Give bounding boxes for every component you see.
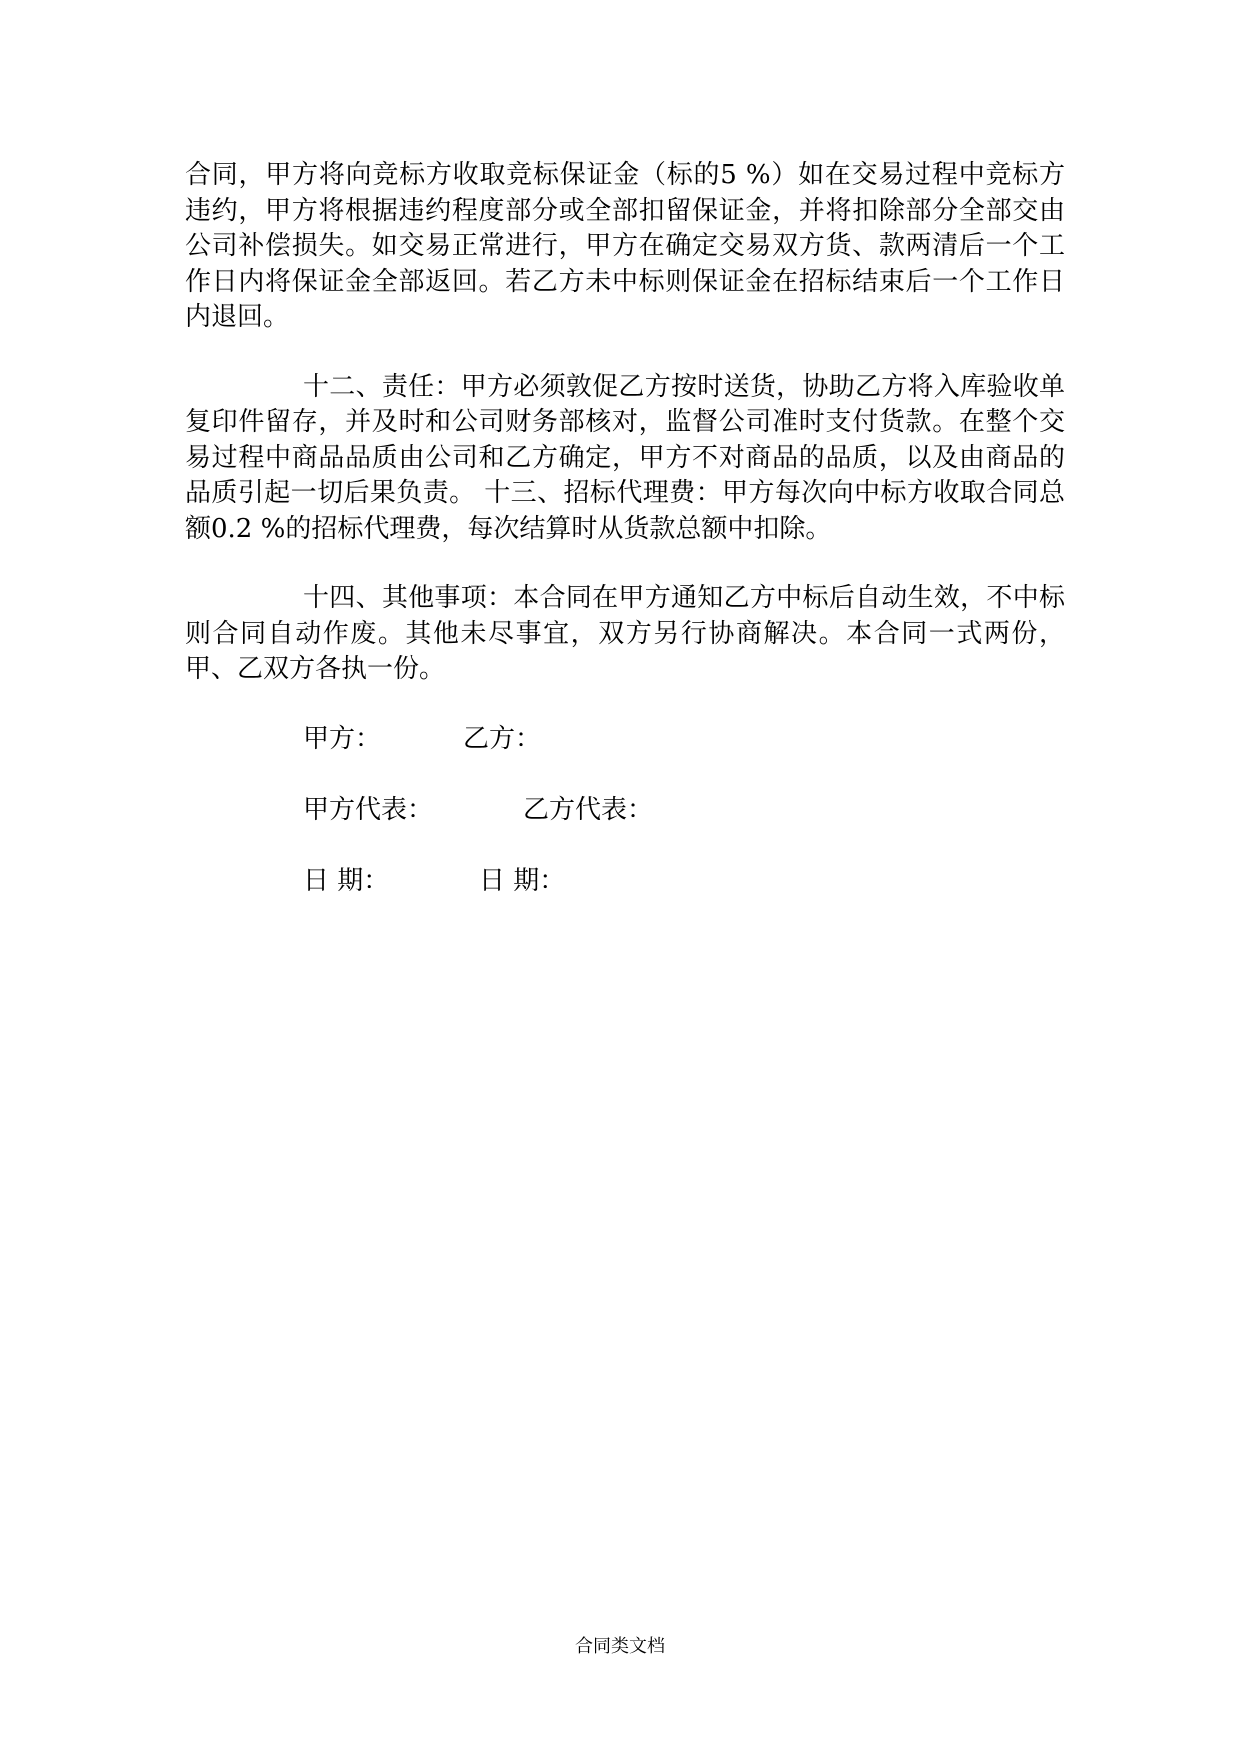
signature-row-representative <box>303 793 1065 828</box>
document-body <box>185 158 1065 935</box>
paragraph-clause-14: 十四、其他事项：本合同在甲方通知乙方中标后自动生效，不中标则合同自动作废。其他未尽事宜，双方另行协商解决。本合同一式两份，甲、乙双方各执一份。 <box>185 583 1065 684</box>
page-footer: 合同类文档 <box>575 1636 665 1657</box>
rep-b-label: 乙方代表： <box>523 794 654 825</box>
date-a-label: 日 期： <box>303 865 390 896</box>
paragraph-continued: 合同，甲方将向竞标方收取竞标保证金（标的5 %）如在交易过程中竞标方违约，甲方将根据违约程度部分或全部扣留保证金，并将扣除部分全部交由公司补偿损失。如交易正常进行，甲方在确定交易双方货、款两清后一个工作日内将保证金全部返回。若乙方未中标则保证金在招标结束后一个工作日内退回。 <box>185 160 1065 332</box>
paragraph-clause-12-13: 十二、责任：甲方必须敦促乙方按时送货，协助乙方将入库验收单复印件留存，并及时和公司财务部核对，监督公司准时支付货款。在整个交易过程中商品品质由公司和乙方确定，甲方不对商品的品质，以及由商品的品质引起一切后果负责。 十三、招标代理费：甲方每次向中标方收取合同总额0.2 %的招标代理费，每次结算时从货款总额中扣除。 <box>185 371 1066 544</box>
date-b-label: 日 期： <box>479 865 566 896</box>
signature-block <box>303 722 1065 899</box>
party-a-label: 甲方： <box>303 723 382 754</box>
rep-a-label: 甲方代表： <box>303 794 434 825</box>
signature-row-date <box>303 864 1065 899</box>
party-b-label: 乙方： <box>463 723 542 754</box>
signature-row-party <box>303 722 1065 757</box>
